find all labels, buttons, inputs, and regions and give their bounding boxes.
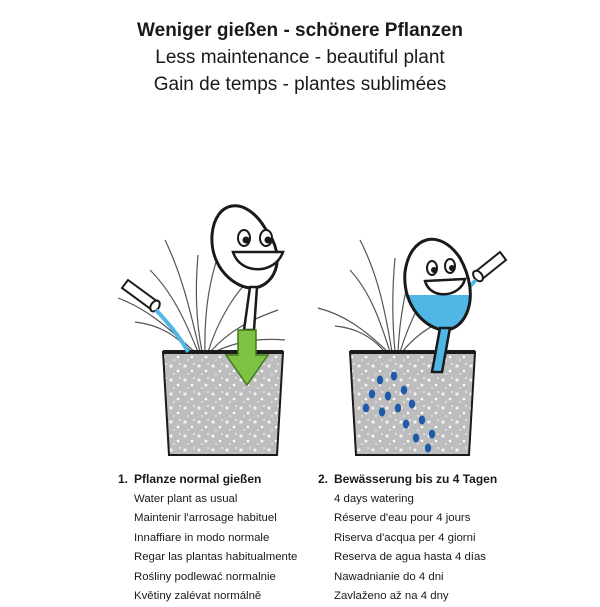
line-fr: Réserve d'eau pour 4 jours xyxy=(334,512,471,524)
header xyxy=(0,18,600,98)
smiley-character xyxy=(212,206,283,330)
instructions-step-2 xyxy=(318,470,497,607)
line-pl: Nawadnianie do 4 dni xyxy=(334,570,444,583)
title-german: Weniger gießen - schönere Pflanzen xyxy=(137,20,463,41)
plant-pot xyxy=(163,352,283,455)
line-en: Water plant as usual xyxy=(134,492,238,505)
illustration-water-reservoir xyxy=(300,180,600,465)
line-cz: Zavlaženo až na 4 dny xyxy=(334,590,449,602)
step-1-number: 1. xyxy=(118,472,129,486)
illustration-watering-plant xyxy=(0,180,300,465)
line-es: Reserva de agua hasta 4 días xyxy=(334,551,486,563)
line-pl: Rośliny podlewać normalnie xyxy=(134,570,276,583)
step-2-lines xyxy=(318,490,497,607)
step-1-heading: Pflanze normal gießen xyxy=(134,472,262,486)
title-english: Less maintenance - beautiful plant xyxy=(155,47,445,68)
step-2-title xyxy=(318,470,497,490)
watering-spout xyxy=(122,280,162,313)
watering-spout xyxy=(471,252,506,283)
instructions-step-1 xyxy=(118,470,297,607)
line-en: 4 days watering xyxy=(334,492,414,505)
line-cz: Květiny zalévat normálně xyxy=(134,590,262,602)
line-it: Riserva d'acqua per 4 giorni xyxy=(334,531,476,544)
step-2-number: 2. xyxy=(318,472,329,486)
line-it: Innaffiare in modo normale xyxy=(134,531,270,544)
line-fr: Maintenir l'arrosage habituel xyxy=(134,512,277,524)
step-1-title xyxy=(118,470,297,490)
title-french: Gain de temps - plantes sublimées xyxy=(153,74,447,95)
line-es: Regar las plantas habitualmente xyxy=(134,551,298,563)
water-stream xyxy=(156,310,188,352)
step-1-lines xyxy=(118,490,297,607)
step-2-heading: Bewässerung bis zu 4 Tagen xyxy=(334,472,498,486)
